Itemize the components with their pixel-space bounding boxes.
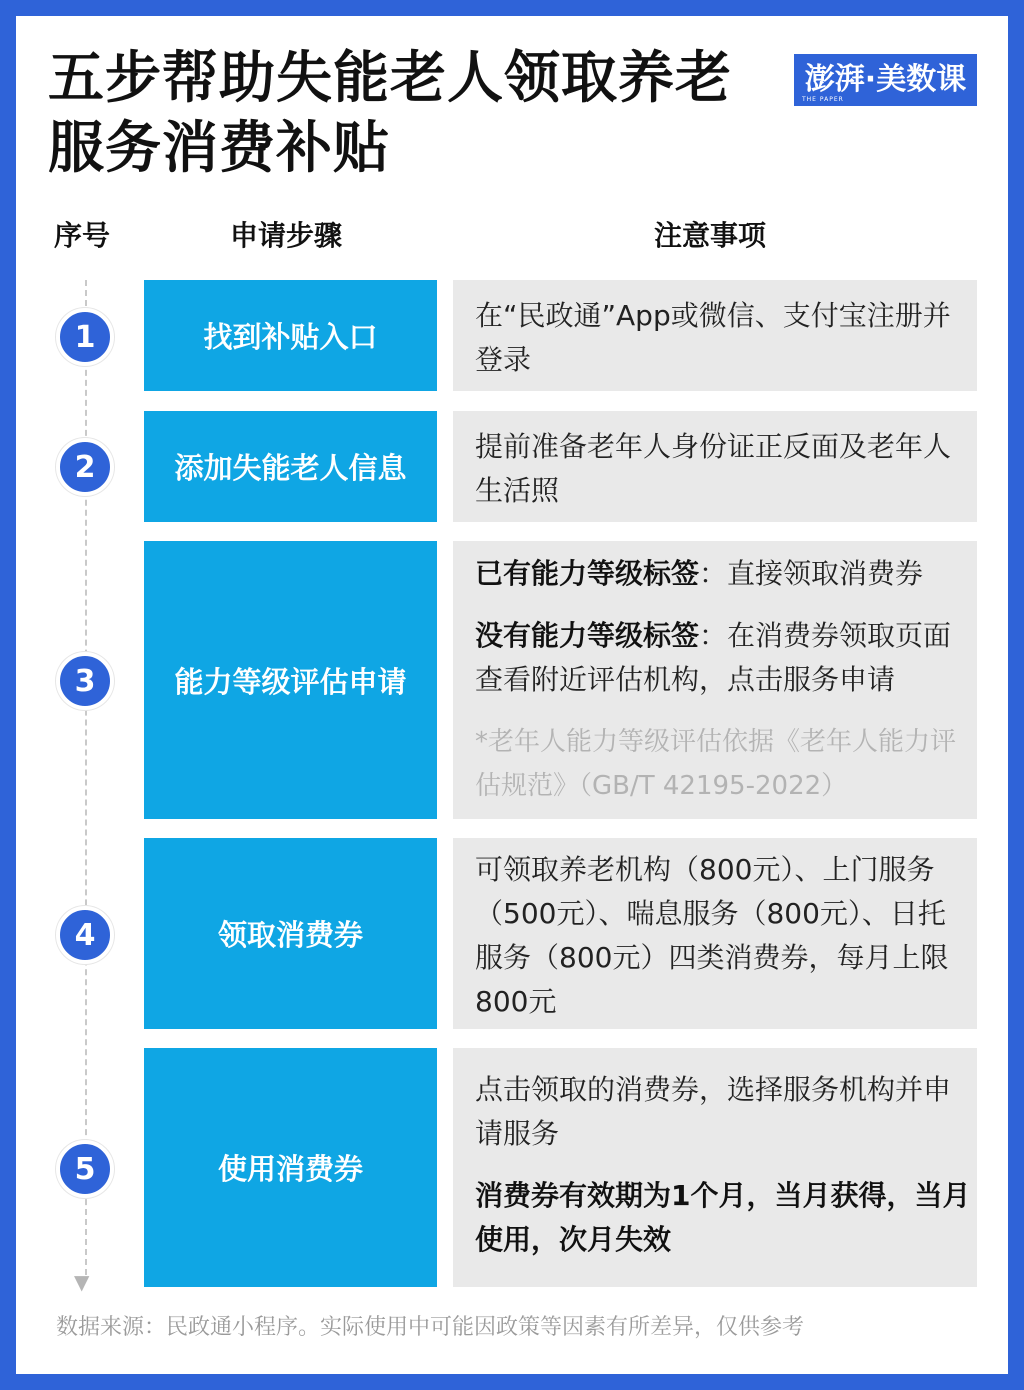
- note-text: 可领取养老机构（800元）、上门服务（500元）、喘息服务（800元）、日托服务（800元）四类消费券，每月上限800元: [475, 853, 949, 1018]
- data-source-note: 数据来源：民政通小程序。实际使用中可能因政策等因素有所差异，仅供参考: [56, 1315, 805, 1340]
- note-line-has-label: [475, 552, 971, 596]
- step-number-5: 5: [56, 1140, 114, 1198]
- note-bold: 没有能力等级标签: [475, 619, 700, 652]
- timeline-line: [85, 280, 87, 1275]
- note-bold: 已有能力等级标签: [475, 557, 700, 590]
- note-text: 点击领取的消费券，选择服务机构并申请服务: [475, 1073, 952, 1150]
- header-notes: 注意事项: [654, 219, 767, 252]
- header-step: 申请步骤: [230, 219, 343, 252]
- brand-logo: [794, 54, 977, 106]
- step-number-3: 3: [56, 652, 114, 710]
- note-text: 在“民政通”App或微信、支付宝注册并登录: [475, 299, 951, 376]
- step-label-4: 领取消费券: [144, 838, 437, 1029]
- note-text: 提前准备老年人身份证正反面及老年人生活照: [475, 430, 952, 507]
- logo-subtext: THE PAPER: [802, 96, 844, 103]
- note-bold: 消费券有效期为1个月，当月获得，当月使用，次月失效: [475, 1179, 971, 1256]
- step-number-4: 4: [56, 906, 114, 964]
- header-index: 序号: [54, 219, 111, 252]
- step-label-3: 能力等级评估申请: [144, 541, 437, 819]
- note-bold-warning: [475, 1174, 971, 1262]
- step-number-2: 2: [56, 438, 114, 496]
- step-note-3: [453, 541, 977, 819]
- step-label-2: 添加失能老人信息: [144, 411, 437, 522]
- timeline-arrow-icon: ▼: [74, 1270, 90, 1294]
- step-note-4: [453, 838, 977, 1029]
- title-line-1: 五步帮助失能老人领取养老: [48, 46, 732, 111]
- note-footnote: *老年人能力等级评估依据《老年人能力评估规范》（GB/T 42195-2022）: [475, 727, 957, 801]
- step-note-1: [453, 280, 977, 391]
- step-label-5: 使用消费券: [144, 1048, 437, 1287]
- step-note-2: [453, 411, 977, 522]
- note-text: ：在消费券领取页面查看附近评估机构，点击服务申请: [475, 619, 952, 696]
- title-line-2: 服务消费补贴: [48, 116, 390, 181]
- logo-text: 澎湃·美数课: [804, 62, 967, 97]
- note-line-no-label: [475, 614, 971, 702]
- step-note-5: [453, 1048, 977, 1287]
- page-title: [48, 44, 768, 184]
- note-text: ：直接领取消费券: [699, 557, 924, 590]
- step-number-1: 1: [56, 308, 114, 366]
- step-label-1: 找到补贴入口: [144, 280, 437, 391]
